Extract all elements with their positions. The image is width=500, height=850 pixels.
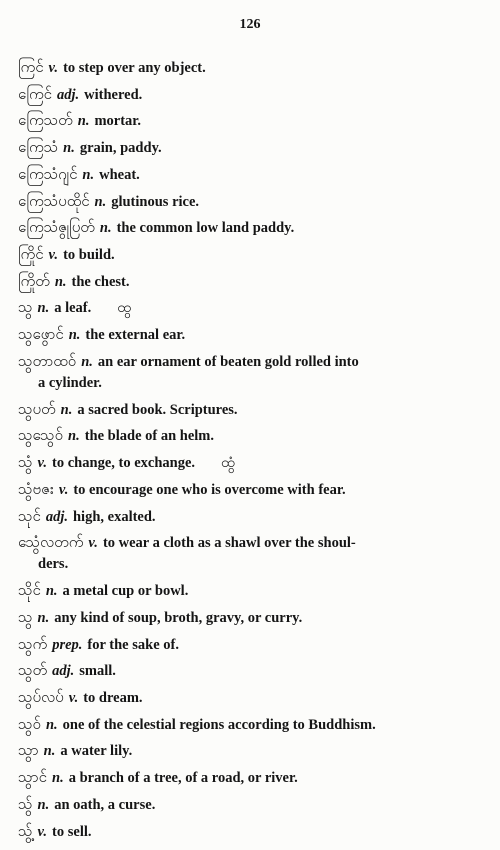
dictionary-entry xyxy=(18,215,490,242)
entry-headword: သွတ် xyxy=(18,661,48,680)
entry-headword: သွံ xyxy=(18,453,33,472)
entry-part-of-speech: n. xyxy=(77,113,90,130)
dictionary-entry xyxy=(18,685,490,712)
entry-headword: သွ xyxy=(18,607,33,626)
dictionary-entry xyxy=(18,423,490,450)
entry-part-of-speech: n. xyxy=(68,327,81,344)
entry-headword: ကြင် xyxy=(18,58,44,76)
entry-part-of-speech: n. xyxy=(43,743,56,760)
entry-definition: high, exalted. xyxy=(72,508,156,525)
dictionary-entry xyxy=(18,162,490,189)
entry-definition: an oath, a curse. xyxy=(54,796,156,813)
dictionary-entry xyxy=(18,765,490,792)
entry-definition: an ear ornament of beaten gold rolled into xyxy=(97,353,359,370)
entry-part-of-speech: n. xyxy=(37,609,50,626)
dictionary-entry xyxy=(18,578,490,605)
entry-headword: ကြေသံဇွုပြတ် xyxy=(18,218,95,237)
entry-definition: grain, paddy. xyxy=(79,140,162,157)
entry-headword: သွ xyxy=(18,298,33,317)
entry-definition: to step over any object. xyxy=(63,60,206,76)
entry-headword: သွတာထဝ် xyxy=(18,351,77,370)
entry-part-of-speech: prep. xyxy=(52,636,83,653)
entry-variant-script: ထွ xyxy=(117,300,132,317)
entry-part-of-speech: v. xyxy=(48,246,59,263)
entry-headword: သွပ်လပ် xyxy=(18,688,64,707)
entry-definition: withered. xyxy=(84,86,143,103)
entry-part-of-speech: n. xyxy=(82,166,95,183)
entry-part-of-speech: n. xyxy=(63,140,75,157)
entry-part-of-speech: v. xyxy=(58,481,69,498)
entry-variant-script: ထွံ xyxy=(221,455,236,472)
entry-part-of-speech: adj. xyxy=(56,86,80,103)
entry-headword: ကြေသံပထိုင် xyxy=(18,191,90,210)
entry-headword: ကြိုင် xyxy=(18,244,44,263)
entry-part-of-speech: v. xyxy=(68,690,79,707)
entry-part-of-speech: n. xyxy=(37,300,50,317)
entry-definition: small. xyxy=(79,663,116,680)
entry-definition: to wear a cloth as a shawl over the shoul- xyxy=(102,535,356,552)
dictionary-entries xyxy=(18,55,490,845)
dictionary-entry xyxy=(18,242,490,269)
entry-part-of-speech: adj. xyxy=(52,663,75,680)
dictionary-entry xyxy=(18,477,490,504)
entry-definition-continuation: ders. xyxy=(38,556,69,573)
entry-headword: ကြေသတ် xyxy=(18,111,73,130)
entry-part-of-speech: v. xyxy=(37,823,48,840)
dictionary-entry xyxy=(18,712,490,739)
entry-part-of-speech: n. xyxy=(45,583,58,600)
entry-headword: ကြိုတ် xyxy=(18,271,50,290)
entry-definition: a water lily. xyxy=(60,743,133,760)
dictionary-entry xyxy=(18,738,490,765)
entry-part-of-speech: n. xyxy=(54,273,67,290)
entry-definition: to build. xyxy=(63,246,115,263)
entry-definition: glutinous rice. xyxy=(111,193,200,210)
entry-headword: ကြေသံဂျင် xyxy=(18,164,78,183)
dictionary-entry xyxy=(18,450,490,477)
entry-part-of-speech: n. xyxy=(52,770,64,787)
entry-definition: one of the celestial regions according to Buddhism. xyxy=(62,716,376,733)
entry-definition: to change, to exchange. xyxy=(52,455,196,472)
dictionary-entry xyxy=(18,349,490,397)
entry-part-of-speech: n. xyxy=(45,716,58,733)
entry-definition: the chest. xyxy=(71,273,130,290)
entry-definition: wheat. xyxy=(99,166,140,183)
entry-part-of-speech: n. xyxy=(81,353,93,370)
entry-part-of-speech: n. xyxy=(68,428,80,445)
entry-headword: သွာ xyxy=(18,741,39,760)
dictionary-entry xyxy=(18,322,490,349)
dictionary-entry xyxy=(18,605,490,632)
entry-headword: သွပတ် xyxy=(18,399,56,418)
dictionary-entry xyxy=(18,819,490,846)
dictionary-entry xyxy=(18,397,490,424)
entry-definition: a sacred book. Scriptures. xyxy=(77,401,238,418)
entry-part-of-speech: adj. xyxy=(45,508,68,525)
entry-headword: သွာင် xyxy=(18,768,47,787)
entry-part-of-speech: n. xyxy=(60,401,73,418)
entry-definition-continuation: a cylinder. xyxy=(38,374,102,391)
entry-headword: သွ့် xyxy=(18,821,33,840)
dictionary-entry xyxy=(18,530,490,578)
entry-headword: ကြေသံ xyxy=(18,138,59,157)
dictionary-entry xyxy=(18,792,490,819)
entry-definition: for the sake of. xyxy=(87,636,179,653)
dictionary-entry xyxy=(18,82,490,109)
entry-headword: သွ် xyxy=(18,794,33,813)
entry-definition: the external ear. xyxy=(85,327,186,344)
dictionary-entry xyxy=(18,504,490,531)
entry-headword: သွက် xyxy=(18,634,48,653)
entry-definition: to dream. xyxy=(83,690,143,707)
entry-definition: the blade of an helm. xyxy=(84,428,214,445)
entry-part-of-speech: n. xyxy=(37,796,50,813)
dictionary-entry xyxy=(18,55,490,82)
dictionary-entry xyxy=(18,108,490,135)
entry-definition: a metal cup or bowl. xyxy=(62,583,189,600)
entry-definition: the common low land paddy. xyxy=(116,220,295,237)
entry-part-of-speech: v. xyxy=(48,60,59,76)
dictionary-entry xyxy=(18,658,490,685)
dictionary-entry xyxy=(18,295,490,322)
entry-part-of-speech: v. xyxy=(37,455,48,472)
dictionary-entry xyxy=(18,269,490,296)
page-number: 126 xyxy=(239,17,261,32)
entry-part-of-speech: v. xyxy=(88,535,98,552)
entry-part-of-speech: n. xyxy=(94,193,107,210)
entry-headword: သုင် xyxy=(18,506,41,525)
entry-headword: သွသွေဝ် xyxy=(18,426,63,445)
entry-definition: mortar. xyxy=(94,113,142,130)
entry-definition: a leaf. xyxy=(54,300,92,317)
entry-definition: to encourage one who is overcome with fear. xyxy=(73,481,346,498)
entry-definition: a branch of a tree, of a road, or river. xyxy=(68,770,298,787)
entry-part-of-speech: n. xyxy=(99,220,112,237)
dictionary-entry xyxy=(18,135,490,162)
entry-headword: သွေံလတက် xyxy=(18,533,84,552)
entry-headword: သိုင် xyxy=(18,581,41,600)
entry-headword: သွဖွောင် xyxy=(18,325,64,344)
entry-headword: သွဝ် xyxy=(18,714,41,733)
entry-headword: ကြေင် xyxy=(18,84,52,103)
entry-definition: any kind of soup, broth, gravy, or curry. xyxy=(54,609,303,626)
dictionary-entry xyxy=(18,189,490,216)
dictionary-entry xyxy=(18,632,490,659)
entry-headword: သွံဗဇး xyxy=(18,479,54,498)
entry-definition: to sell. xyxy=(52,823,92,840)
